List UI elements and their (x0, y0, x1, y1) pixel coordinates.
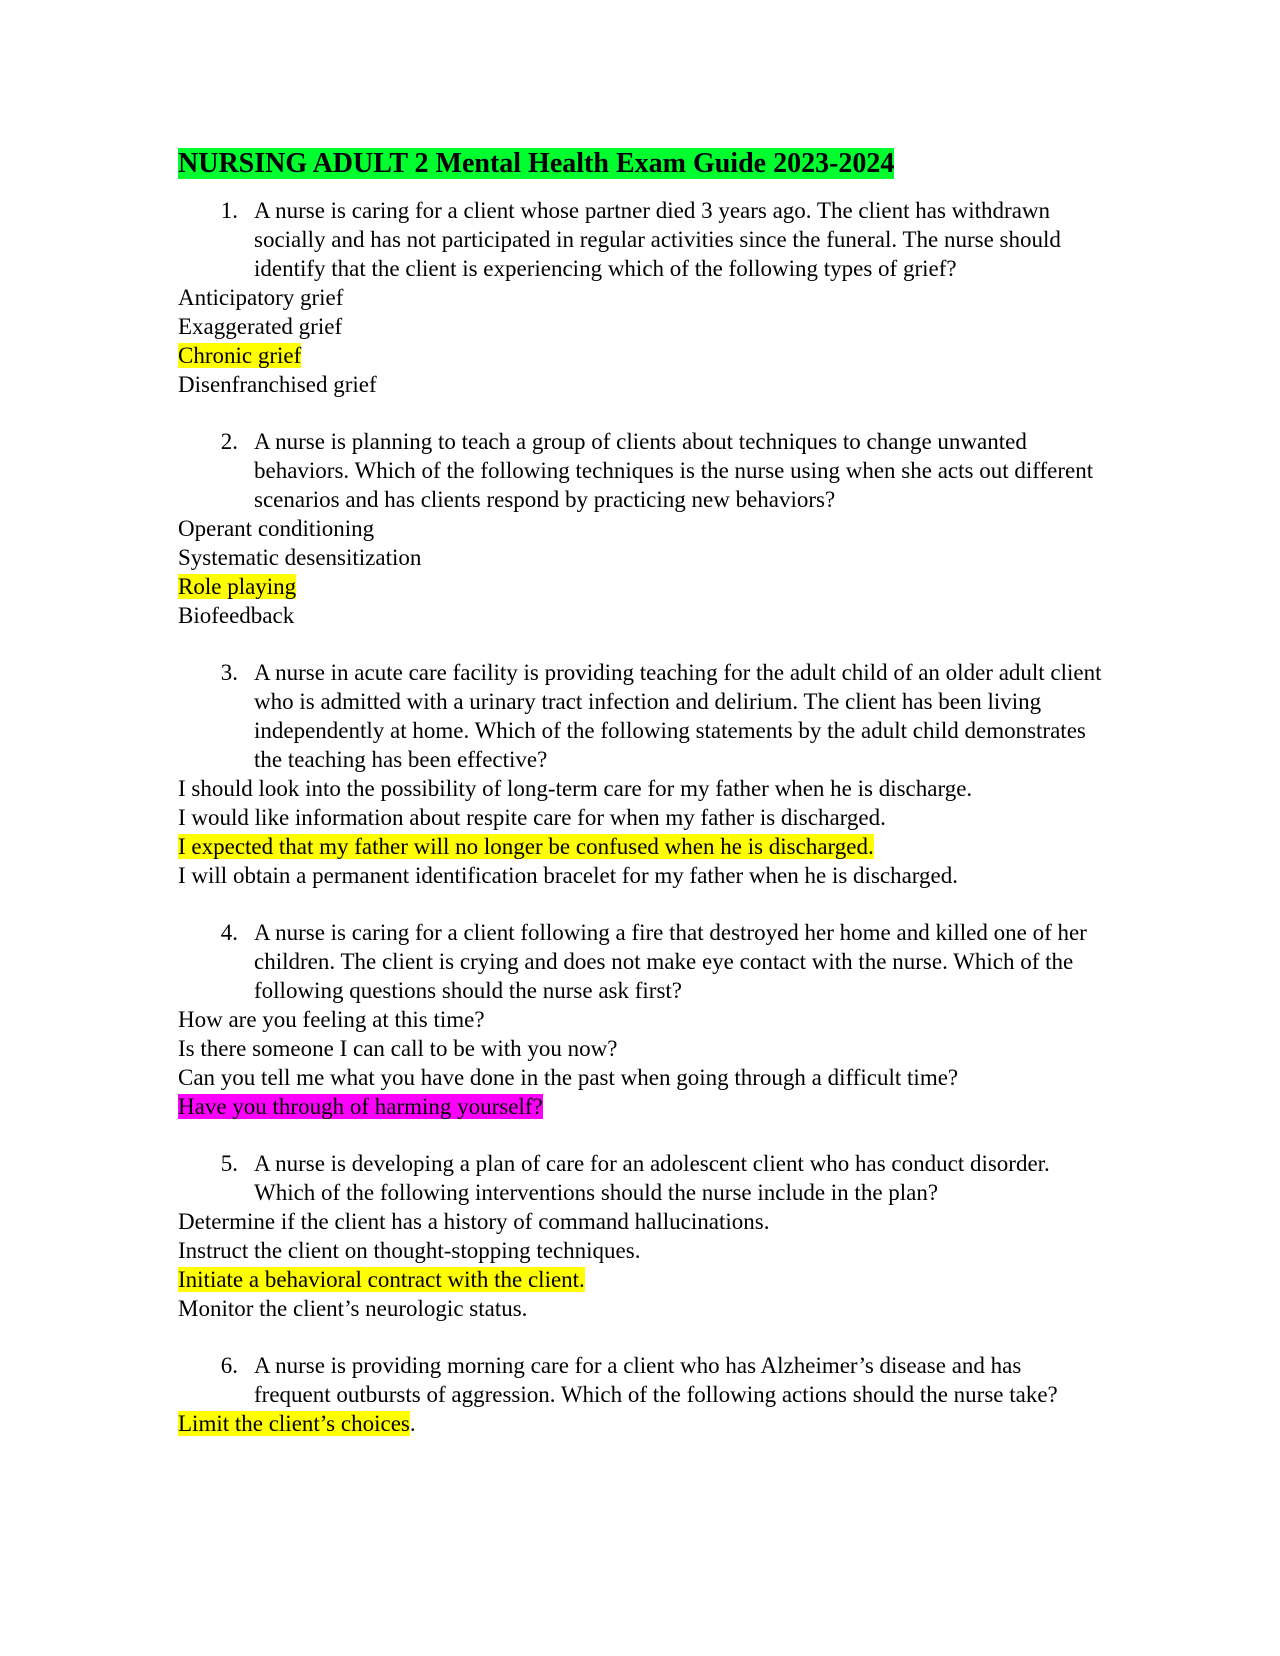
document-title (178, 146, 1138, 182)
answer-option-suffix: . (409, 1411, 416, 1436)
question-number: 5. (220, 1151, 238, 1176)
question-number: 4. (220, 920, 238, 945)
answer-option (178, 1092, 1138, 1121)
question-text: A nurse in acute care facility is providing teaching for the adult child of an older adult client who is admitted with a urinary tract infection and delirium. The client has been living independently at home. Which of the following statements by the adult child demonstrates the teaching has been effective? (254, 660, 1102, 772)
answer-option (178, 832, 1138, 861)
answer-option (178, 774, 1138, 803)
answer-option (178, 341, 1138, 370)
answer-option (178, 1294, 1138, 1323)
document-page (178, 146, 1138, 1466)
question-stem (178, 427, 1138, 514)
answer-option-text: I will obtain a permanent identification bracelet for my father when he is discharged. (178, 863, 959, 888)
question-text: A nurse is caring for a client following a fire that destroyed her home and killed one of her children. The client is crying and does not make eye contact with the nurse. Which of the following questions should the nurse ask first? (254, 920, 1087, 1003)
answer-option (178, 861, 1138, 890)
question-number: 1. (220, 198, 238, 223)
question-text: A nurse is caring for a client whose partner died 3 years ago. The client has withdrawn socially and has not participated in regular activities since the funeral. The nurse should identify that the client is experiencing which of the following types of grief? (254, 198, 1061, 281)
answer-option-text: Determine if the client has a history of command hallucinations. (178, 1209, 770, 1234)
answer-option-text: Exaggerated grief (178, 314, 343, 339)
answer-option (178, 1409, 1138, 1438)
answer-option (178, 1265, 1138, 1294)
answer-option-text: Anticipatory grief (178, 285, 344, 310)
answer-option (178, 514, 1138, 543)
answer-options (178, 1207, 1138, 1323)
answer-option-text: Disenfranchised grief (178, 372, 377, 397)
question-text: A nurse is providing morning care for a client who has Alzheimer’s disease and has frequent outbursts of aggression. Which of the following actions should the nurse take? (254, 1353, 1058, 1407)
question-text: A nurse is planning to teach a group of clients about techniques to change unwanted behaviors. Which of the following techniques is the nurse using when she acts out different scenarios and has clients respond by practicing new behaviors? (254, 429, 1094, 512)
answer-option (178, 572, 1138, 601)
answer-options (178, 774, 1138, 890)
answer-options (178, 283, 1138, 399)
question-stem (178, 1149, 1138, 1207)
answer-option-text: How are you feeling at this time? (178, 1007, 485, 1032)
answer-option-text: I would like information about respite care for when my father is discharged. (178, 805, 886, 830)
highlighted-answer-text: Role playing (178, 574, 297, 599)
answer-option (178, 601, 1138, 630)
document-title-text: NURSING ADULT 2 Mental Health Exam Guide 2023-2024 (178, 148, 895, 179)
answer-option (178, 283, 1138, 312)
question-block (178, 918, 1138, 1121)
highlighted-answer-text: Chronic grief (178, 343, 302, 368)
answer-option (178, 1207, 1138, 1236)
highlighted-answer-text: Have you through of harming yourself? (178, 1094, 543, 1119)
answer-option-text: Can you tell me what you have done in the past when going through a difficult time? (178, 1065, 959, 1090)
answer-option-text: Instruct the client on thought-stopping techniques. (178, 1238, 641, 1263)
question-block (178, 1351, 1138, 1438)
answer-option (178, 370, 1138, 399)
question-block (178, 427, 1138, 630)
highlighted-answer-text: Initiate a behavioral contract with the client. (178, 1267, 585, 1292)
question-stem (178, 196, 1138, 283)
answer-option-text: Systematic desensitization (178, 545, 422, 570)
answer-option (178, 543, 1138, 572)
question-block (178, 1149, 1138, 1323)
answer-option (178, 1005, 1138, 1034)
answer-option (178, 1236, 1138, 1265)
question-list (178, 196, 1138, 1438)
answer-option-text: I should look into the possibility of long-term care for my father when he is discharge. (178, 776, 973, 801)
answer-option (178, 803, 1138, 832)
highlighted-answer-text: I expected that my father will no longer be confused when he is discharged. (178, 834, 874, 859)
answer-option-text: Biofeedback (178, 603, 295, 628)
answer-option (178, 1034, 1138, 1063)
answer-options (178, 1005, 1138, 1121)
question-stem (178, 658, 1138, 774)
answer-options (178, 1409, 1138, 1438)
highlighted-answer-text: Limit the client’s choices (178, 1411, 410, 1436)
answer-option-text: Operant conditioning (178, 516, 375, 541)
question-number: 3. (220, 660, 238, 685)
question-text: A nurse is developing a plan of care for an adolescent client who has conduct disorder. Which of the following interventions should the nurse include in the plan? (254, 1151, 1050, 1205)
question-number: 6. (220, 1353, 238, 1378)
answer-option (178, 1063, 1138, 1092)
question-block (178, 196, 1138, 399)
question-number: 2. (220, 429, 238, 454)
answer-options (178, 514, 1138, 630)
answer-option-text: Is there someone I can call to be with you now? (178, 1036, 618, 1061)
question-block (178, 658, 1138, 890)
answer-option (178, 312, 1138, 341)
answer-option-text: Monitor the client’s neurologic status. (178, 1296, 528, 1321)
question-stem (178, 1351, 1138, 1409)
question-stem (178, 918, 1138, 1005)
